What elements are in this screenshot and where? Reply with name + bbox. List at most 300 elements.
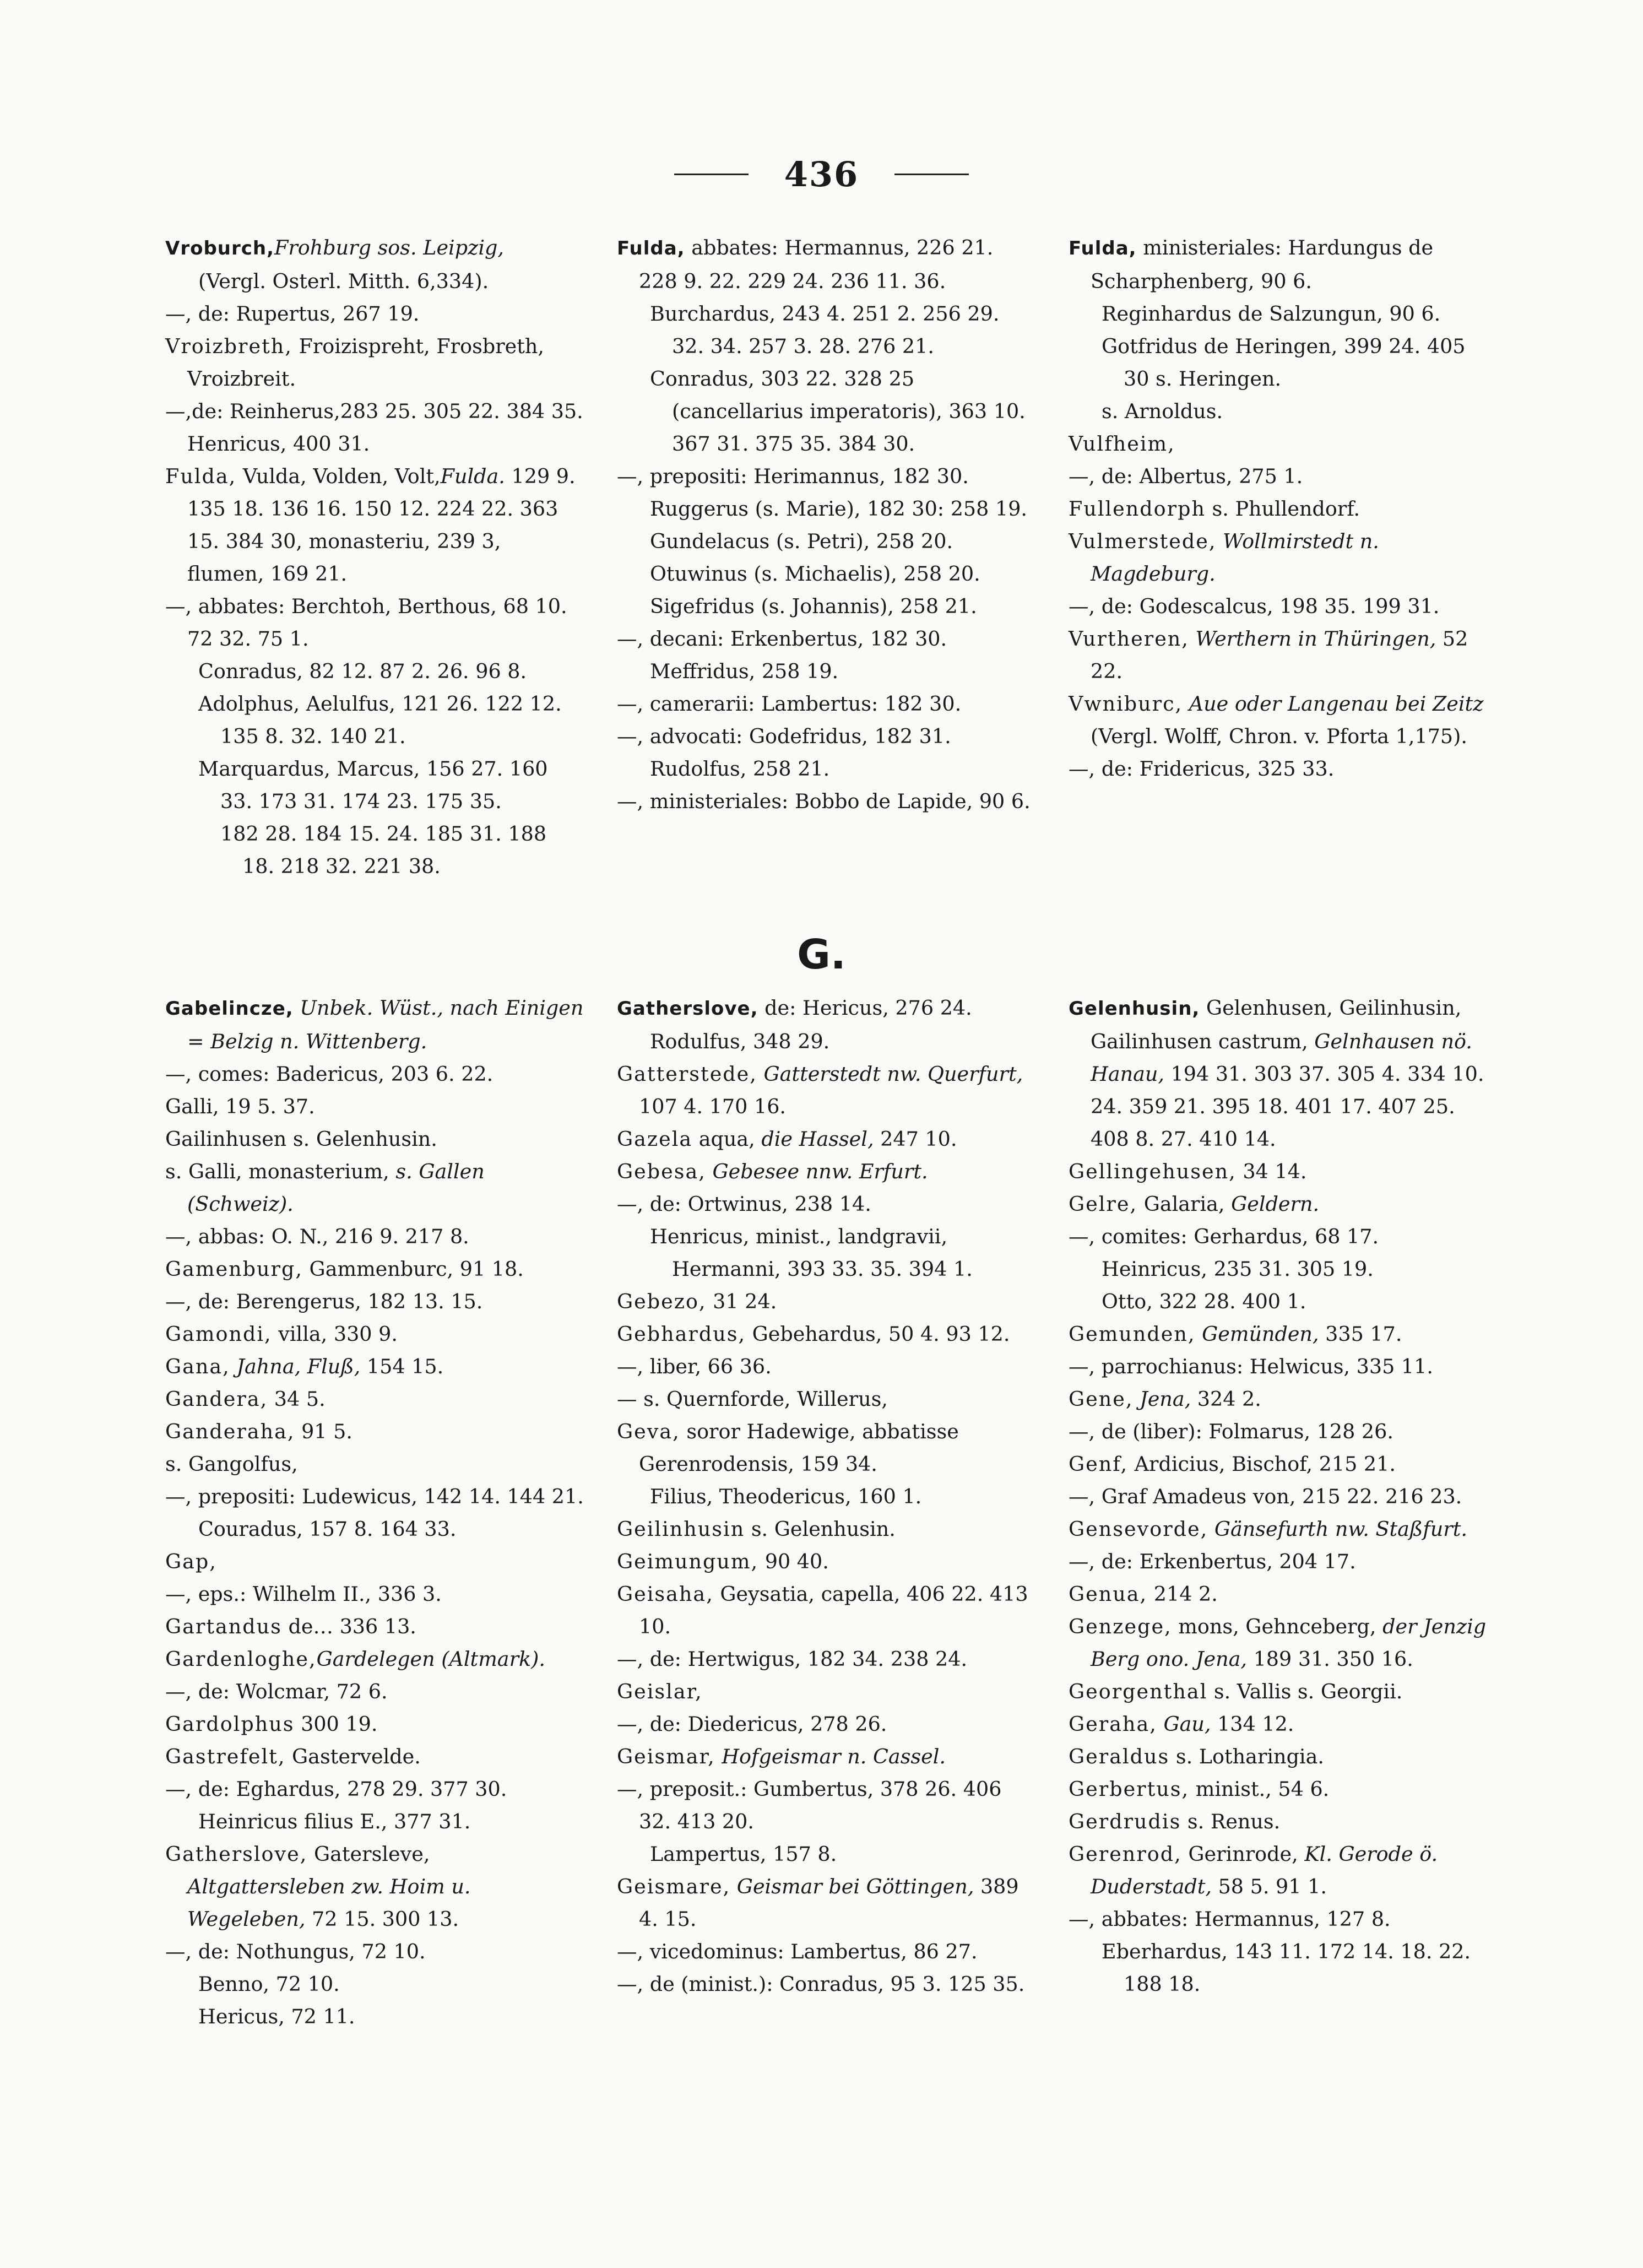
- entry-text: Gatersleve,: [307, 1842, 430, 1866]
- entry-headword: Fulda,: [1069, 237, 1137, 259]
- index-entry: [617, 492, 1035, 525]
- entry-headword: Gerbertus,: [1069, 1777, 1190, 1801]
- entry-place-note: Hofgeismar n. Cassel.: [722, 1745, 946, 1768]
- index-entry: [617, 460, 1035, 492]
- entry-headword: Geraha,: [1069, 1712, 1157, 1736]
- entry-text: 129 9. 135 18. 136 16. 150 12. 224 22. 363 15. 384 30, monasteriu, 239 3, flumen, 169 21.: [187, 464, 576, 586]
- index-entry: [165, 1350, 584, 1383]
- index-entry: [165, 1838, 584, 1935]
- entry-text: [1133, 1387, 1140, 1411]
- entry-headword: Gensevorde,: [1069, 1517, 1208, 1541]
- index-entry: [1069, 395, 1487, 427]
- entry-text: s. Vallis s. Georgii.: [1207, 1680, 1403, 1703]
- index-column: [1069, 992, 1487, 2033]
- entry-text: Ruggerus (s. Marie), 182 30: 258 19.: [650, 497, 1028, 521]
- index-entry: [617, 1578, 1035, 1643]
- index-entry: [165, 1610, 584, 1643]
- index-entry: [1069, 1903, 1487, 1935]
- entry-text: 91 5.: [295, 1420, 353, 1443]
- entry-text: —, comites: Gerhardus, 68 17.: [1069, 1225, 1379, 1248]
- index-entry: [165, 818, 584, 883]
- index-entry: [1069, 1805, 1487, 1838]
- entry-headword: Gelre,: [1069, 1192, 1138, 1216]
- entry-place-note: Gardelegen (Altmark).: [316, 1647, 545, 1671]
- index-entry: [617, 1285, 1035, 1318]
- index-entry: [165, 1968, 584, 2000]
- entry-text: —, ministeriales: Bobbo de Lapide, 90 6.: [617, 789, 1031, 813]
- index-entry: [1069, 1513, 1487, 1545]
- index-entry: [1069, 1708, 1487, 1740]
- entry-headword: Gastrefelt,: [165, 1745, 286, 1768]
- entry-text: 72 15. 300 13.: [305, 1907, 459, 1931]
- index-column: [165, 992, 584, 2033]
- entry-headword: Vulmerstede,: [1069, 529, 1217, 553]
- entry-headword: Gebhardus,: [617, 1322, 746, 1346]
- entry-headword: Georgenthal: [1069, 1680, 1208, 1703]
- entry-headword: Vulfheim,: [1069, 432, 1175, 456]
- entry-text: [1208, 1517, 1214, 1541]
- index-entry: [1069, 1935, 1487, 2000]
- index-entry: [617, 1643, 1035, 1675]
- entry-text: Benno, 72 10.: [198, 1972, 340, 1996]
- entry-text: —, de: Berengerus, 182 13. 15.: [165, 1290, 483, 1313]
- entry-text: Lampertus, 157 8.: [650, 1842, 837, 1866]
- index-entry: [1069, 1155, 1487, 1188]
- entry-headword: Genf,: [1069, 1452, 1129, 1476]
- index-entry: [1069, 1188, 1487, 1220]
- index-entry: [617, 297, 1035, 362]
- page-number: 436: [784, 154, 859, 194]
- entry-text: 134 12.: [1211, 1712, 1294, 1736]
- index-column: [617, 992, 1035, 2033]
- entry-text: 324 2.: [1191, 1387, 1261, 1411]
- index-entry: [1069, 330, 1487, 395]
- entry-text: 194 31. 303 37. 305 4. 334 10. 24. 359 21. 395 18. 401 17. 407 25. 408 8. 27. 410 14.: [1091, 1062, 1484, 1151]
- entry-text: 58 5. 91 1.: [1211, 1875, 1327, 1898]
- index-entry: [617, 623, 1035, 655]
- index-entry: [1069, 1578, 1487, 1610]
- entry-text: —, abbas: O. N., 216 9. 217 8.: [165, 1225, 469, 1248]
- entry-text: —, de: Fridericus, 325 33.: [1069, 757, 1335, 781]
- entry-text: Eberhardus, 143 11. 172 14. 18. 22. 188 18.: [1102, 1940, 1471, 1996]
- entry-headword: Gemunden,: [1069, 1322, 1196, 1346]
- entry-text: —, Graf Amadeus von, 215 22. 216 23.: [1069, 1485, 1462, 1508]
- index-entry: [617, 655, 1035, 688]
- entry-text: [706, 1160, 713, 1183]
- index-entry: [617, 557, 1035, 590]
- entry-place-note: Gänsefurth nw. Staßfurt.: [1214, 1517, 1468, 1541]
- entry-text: 154 15.: [360, 1355, 444, 1378]
- index-entry: [165, 297, 584, 330]
- entry-text: Otuwinus (s. Michaelis), 258 20.: [650, 562, 980, 586]
- entry-headword: Ganderaha,: [165, 1420, 295, 1443]
- index-entry: [1069, 231, 1487, 297]
- index-entry: [617, 992, 1035, 1025]
- index-entry: [165, 590, 584, 655]
- entry-headword: Gana,: [165, 1355, 230, 1378]
- entry-text: —, de: Nothungus, 72 10.: [165, 1940, 426, 1963]
- index-entry: [617, 1058, 1035, 1123]
- entry-text: [294, 996, 300, 1020]
- entry-text: Gastervelde.: [285, 1745, 421, 1768]
- entry-text: —, de: Godescalcus, 198 35. 199 31.: [1069, 594, 1440, 618]
- entry-text: [1189, 627, 1196, 651]
- entry-text: — s. Quernforde, Willerus,: [617, 1387, 888, 1411]
- entry-headword: Gandera,: [165, 1387, 268, 1411]
- index-entry: [617, 1350, 1035, 1383]
- entry-text: —, de: Diedericus, 278 26.: [617, 1712, 887, 1736]
- entry-text: Gotfridus de Heringen, 399 24. 405 30 s. Heringen.: [1102, 334, 1466, 391]
- entry-headword: Fullendorph: [1069, 497, 1206, 521]
- index-entry: [165, 655, 584, 688]
- index-entry: [617, 1123, 1035, 1155]
- index-entry: [617, 1740, 1035, 1773]
- index-entry: [165, 231, 584, 265]
- entry-headword: Gamenburg,: [165, 1257, 303, 1281]
- index-entry: [617, 785, 1035, 818]
- entry-text: Marquardus, Marcus, 156 27. 160 33. 173 31. 174 23. 175 35.: [198, 757, 548, 813]
- entry-headword: Gatterstede,: [617, 1062, 757, 1086]
- entry-text: —, de (liber): Folmarus, 128 26.: [1069, 1420, 1393, 1443]
- index-entry: [1069, 688, 1487, 753]
- index-entry: [617, 1383, 1035, 1415]
- index-entry: [1069, 1773, 1487, 1805]
- index-entry: [1069, 1675, 1487, 1708]
- entry-text: Filius, Theodericus, 160 1.: [650, 1485, 922, 1508]
- entry-place-note: Gatterstedt nw. Querfurt,: [763, 1062, 1023, 1086]
- entry-text: [730, 1875, 737, 1898]
- entry-text: Burchardus, 243 4. 251 2. 256 29. 32. 34. 257 3. 28. 276 21.: [650, 302, 1000, 358]
- entry-text: Vulda, Volden, Volt,: [236, 464, 441, 488]
- entry-place-note: Jena,: [1140, 1387, 1191, 1411]
- index-entry: [1069, 1383, 1487, 1415]
- entry-text: s. Galli, monasterium,: [165, 1160, 396, 1183]
- entry-text: minist., 54 6.: [1189, 1777, 1330, 1801]
- entry-place-note: Gebesee nnw. Erfurt.: [712, 1160, 928, 1183]
- header-rule-right: [894, 174, 969, 175]
- index-entry: [165, 753, 584, 818]
- entry-headword: Fulda,: [617, 237, 685, 259]
- entry-headword: Genua,: [1069, 1582, 1148, 1606]
- entry-text: abbates: Hermannus, 226 21. 228 9. 22. 229 24. 236 11. 36.: [639, 236, 994, 293]
- index-entry: [165, 1220, 584, 1253]
- header-rule-left: [674, 174, 749, 175]
- entry-text: —, prepositi: Herimannus, 182 30.: [617, 464, 969, 488]
- index-entry: [617, 1480, 1035, 1513]
- entry-text: villa, 330 9.: [272, 1322, 398, 1346]
- index-entry: [1069, 1253, 1487, 1285]
- entry-text: [1195, 1322, 1202, 1346]
- entry-place-note: Aue oder Langenau bei Zeitz: [1189, 692, 1484, 716]
- entry-place-note: Geismar bei Göttingen,: [736, 1875, 974, 1898]
- entry-text: Gebehardus, 50 4. 93 12.: [746, 1322, 1010, 1346]
- entry-headword: Fulda,: [165, 464, 237, 488]
- index-entry: [617, 1935, 1035, 1968]
- index-entry: [165, 1708, 584, 1740]
- index-entry: [617, 1188, 1035, 1220]
- entry-text: (Vergl. Osterl. Mitth. 6,334).: [198, 269, 489, 293]
- index-entry: [1069, 460, 1487, 492]
- index-entry: [617, 1025, 1035, 1058]
- index-entry: [165, 1123, 584, 1155]
- entry-headword: Geva,: [617, 1420, 680, 1443]
- index-entry: [617, 1155, 1035, 1188]
- entry-text: Conradus, 82 12. 87 2. 26. 96 8.: [198, 659, 527, 683]
- index-entry: [1069, 1448, 1487, 1480]
- index-entry: [617, 1870, 1035, 1935]
- entry-headword: Vwniburc,: [1069, 692, 1183, 716]
- index-column: [1069, 231, 1487, 883]
- entry-text: Galaria,: [1137, 1192, 1232, 1216]
- entry-place-note: Jahna, Fluß,: [236, 1355, 361, 1378]
- entry-place-note: Gemünden,: [1202, 1322, 1319, 1346]
- index-column: [617, 231, 1035, 883]
- entry-text: 34 14.: [1236, 1160, 1307, 1183]
- entry-text: Henricus, minist., landgravii, Hermanni, 393 33. 35. 394 1.: [650, 1225, 973, 1281]
- entry-headword: Gelenhusin,: [1069, 998, 1200, 1020]
- entry-headword: Gamondi,: [165, 1322, 272, 1346]
- entry-text: 214 2.: [1147, 1582, 1218, 1606]
- index-entry: [165, 1448, 584, 1480]
- entry-text: —, decani: Erkenbertus, 182 30.: [617, 627, 947, 651]
- entry-headword: Geismare,: [617, 1875, 731, 1898]
- index-entry: [1069, 590, 1487, 623]
- index-entry: [165, 460, 584, 590]
- index-entry: [165, 1253, 584, 1285]
- entry-place-note: die Hassel,: [761, 1127, 874, 1151]
- index-entry: [1069, 297, 1487, 330]
- index-entry: [617, 1545, 1035, 1578]
- entry-place-note: Kl. Gerode ö. Duderstadt,: [1091, 1842, 1438, 1898]
- index-entry: [165, 688, 584, 753]
- entry-text: —, abbates: Hermannus, 127 8.: [1069, 1907, 1391, 1931]
- index-section-top: [165, 231, 1487, 883]
- index-entry: [617, 590, 1035, 623]
- entry-text: mons, Gehnceberg,: [1172, 1615, 1383, 1638]
- index-entry: [617, 1220, 1035, 1285]
- entry-place-note: Unbek. Wüst., nach Einigen = Belzig n. Wittenberg.: [187, 996, 584, 1053]
- entry-text: 335 17.: [1319, 1322, 1402, 1346]
- index-entry: [165, 265, 584, 297]
- index-entry: [165, 1090, 584, 1123]
- index-entry: [165, 1513, 584, 1545]
- entry-headword: Gebezo,: [617, 1290, 707, 1313]
- index-entry: [165, 395, 584, 460]
- index-entry: [165, 992, 584, 1058]
- entry-text: [1183, 692, 1189, 716]
- entry-headword: Vroizbreth,: [165, 334, 292, 358]
- entry-text: (Vergl. Wolff, Chron. v. Pforta 1,175).: [1091, 724, 1467, 748]
- index-entry: [617, 231, 1035, 297]
- entry-place-note: Wollmirstedt n. Magdeburg.: [1091, 529, 1379, 586]
- index-entry: [617, 362, 1035, 460]
- entry-place-note: s. Gallen (Schweiz).: [187, 1160, 485, 1216]
- entry-text: s. Phullendorf.: [1205, 497, 1360, 521]
- entry-text: —, eps.: Wilhelm II., 336 3.: [165, 1582, 442, 1606]
- index-entry: [1069, 623, 1487, 688]
- entry-text: 247 10.: [874, 1127, 957, 1151]
- entry-headword: Gap,: [165, 1550, 217, 1573]
- index-entry: [1069, 1285, 1487, 1318]
- entry-text: 31 24.: [706, 1290, 777, 1313]
- index-entry: [165, 1545, 584, 1578]
- entry-place-note: Fulda.: [440, 464, 505, 488]
- entry-headword: Genzege,: [1069, 1615, 1172, 1638]
- entry-headword: Vurtheren,: [1069, 627, 1189, 651]
- entry-text: Froizispreht, Frosbreth, Vroizbreit.: [187, 334, 545, 391]
- entry-text: 107 4. 170 16.: [639, 1095, 787, 1118]
- index-entry: [165, 1383, 584, 1415]
- entry-place-note: der Jenzig Berg ono. Jena,: [1091, 1615, 1487, 1671]
- entry-text: —, parrochianus: Helwicus, 335 11.: [1069, 1355, 1433, 1378]
- entry-text: —, de: Eghardus, 278 29. 377 30.: [165, 1777, 507, 1801]
- entry-text: —, comes: Badericus, 203 6. 22.: [165, 1062, 494, 1086]
- entry-place-note: Frohburg sos. Leipzig,: [274, 236, 504, 259]
- index-entry: [1069, 1415, 1487, 1448]
- index-entry: [1069, 1220, 1487, 1253]
- entry-text: [230, 1355, 237, 1378]
- entry-headword: Vroburch,: [165, 237, 275, 259]
- entry-text: 52 22.: [1091, 627, 1468, 683]
- entry-text: —, de: Ortwinus, 238 14.: [617, 1192, 871, 1216]
- entry-text: Gerinrode,: [1181, 1842, 1305, 1866]
- index-entry: [617, 525, 1035, 557]
- entry-text: soror Hadewige, abbatisse Gerenrodensis, 159 34.: [639, 1420, 959, 1476]
- index-entry: [1069, 525, 1487, 590]
- index-entry: [617, 753, 1035, 785]
- index-entry: [165, 1285, 584, 1318]
- index-entry: [617, 688, 1035, 720]
- index-column: [165, 231, 584, 883]
- entry-text: Galli, 19 5. 37.: [165, 1095, 315, 1118]
- entry-headword: Geilinhusin: [617, 1517, 745, 1541]
- entry-text: —, de: Erkenbertus, 204 17.: [1069, 1550, 1356, 1573]
- entry-headword: Geimungum,: [617, 1550, 759, 1573]
- entry-text: —, vicedominus: Lambertus, 86 27.: [617, 1940, 978, 1963]
- index-entry: [1069, 1318, 1487, 1350]
- index-entry: [165, 330, 584, 395]
- entry-text: s. Lotharingia.: [1169, 1745, 1324, 1768]
- entry-text: s. Gangolfus,: [165, 1452, 298, 1476]
- index-entry: [1069, 492, 1487, 525]
- entry-text: s. Arnoldus.: [1102, 399, 1223, 423]
- entry-text: —, de (minist.): Conradus, 95 3. 125 35.: [617, 1972, 1025, 1996]
- index-entry: [165, 1578, 584, 1610]
- entry-headword: Gene,: [1069, 1387, 1134, 1411]
- entry-text: Gundelacus (s. Petri), 258 20.: [650, 529, 953, 553]
- index-entry: [165, 1675, 584, 1708]
- entry-headword: Gatherslove,: [617, 998, 758, 1020]
- entry-text: ministeriales: Hardungus de Scharphenberg, 90 6.: [1091, 236, 1434, 293]
- entry-text: Rudolfus, 258 21.: [650, 757, 830, 781]
- index-entry: [617, 1968, 1035, 2000]
- entry-place-note: Geldern.: [1231, 1192, 1320, 1216]
- entry-text: Sigefridus (s. Johannis), 258 21.: [650, 594, 977, 618]
- index-section-bottom: [165, 992, 1487, 2033]
- entry-text: de… 336 13.: [281, 1615, 416, 1638]
- entry-headword: Gabelincze,: [165, 998, 294, 1020]
- index-entry: [165, 2000, 584, 2033]
- index-entry: [165, 1415, 584, 1448]
- index-entry: [617, 1675, 1035, 1708]
- section-letter: G.: [797, 931, 846, 978]
- entry-headword: Geisaha,: [617, 1582, 714, 1606]
- index-entry: [1069, 1838, 1487, 1903]
- index-entry: [1069, 992, 1487, 1155]
- entry-text: Otto, 322 28. 400 1.: [1102, 1290, 1306, 1313]
- index-entry: [1069, 753, 1487, 785]
- index-entry: [165, 1643, 584, 1675]
- index-entry: [165, 1318, 584, 1350]
- index-entry: [165, 1773, 584, 1805]
- entry-text: 389 4. 15.: [639, 1875, 1019, 1931]
- entry-headword: Gardolphus: [165, 1712, 295, 1736]
- entry-text: Rodulfus, 348 29.: [650, 1030, 830, 1053]
- entry-text: Conradus, 303 22. 328 25 (cancellarius imperatoris), 363 10. 367 31. 375 35. 384 30.: [650, 367, 1026, 456]
- entry-headword: Gellingehusen,: [1069, 1160, 1237, 1183]
- entry-text: Gelenhusen, Geilinhusin, Gailinhusen castrum,: [1091, 996, 1462, 1053]
- entry-text: [1157, 1712, 1164, 1736]
- entry-text: —, de: Wolcmar, 72 6.: [165, 1680, 388, 1703]
- entry-headword: Gazela: [617, 1127, 693, 1151]
- entry-text: 182 28. 184 15. 24. 185 31. 188 18. 218 32. 221 38.: [220, 822, 547, 878]
- entry-text: —, camerarii: Lambertus: 182 30.: [617, 692, 962, 716]
- index-entry: [1069, 427, 1487, 460]
- entry-text: Hericus, 72 11.: [198, 2005, 355, 2028]
- index-entry: [165, 1155, 584, 1220]
- entry-text: —, de: Rupertus, 267 19.: [165, 302, 420, 326]
- entry-text: [757, 1062, 764, 1086]
- entry-text: Reginhardus de Salzungun, 90 6.: [1102, 302, 1441, 326]
- entry-place-note: Gelnhausen nö. Hanau,: [1091, 1030, 1472, 1086]
- index-entry: [617, 1773, 1035, 1838]
- index-entry: [165, 1740, 584, 1773]
- entry-text: Couradus, 157 8. 164 33.: [198, 1517, 457, 1541]
- entry-text: Ardicius, Bischof, 215 21.: [1128, 1452, 1396, 1476]
- index-entry: [165, 1058, 584, 1090]
- entry-text: Heinricus, 235 31. 305 19.: [1102, 1257, 1374, 1281]
- entry-text: 189 31. 350 16.: [1246, 1647, 1413, 1671]
- entry-text: Meffridus, 258 19.: [650, 659, 839, 683]
- entry-place-note: Altgattersleben zw. Hoim u. Wegeleben,: [187, 1875, 471, 1931]
- entry-text: —, prepositi: Ludewicus, 142 14. 144 21.: [165, 1485, 584, 1508]
- entry-text: Gammenburc, 91 18.: [302, 1257, 524, 1281]
- entry-text: —, advocati: Godefridus, 182 31.: [617, 724, 951, 748]
- entry-text: s. Renus.: [1181, 1810, 1281, 1833]
- index-entry: [165, 1935, 584, 1968]
- entry-text: —, de: Hertwigus, 182 34. 238 24.: [617, 1647, 968, 1671]
- index-entry: [617, 1318, 1035, 1350]
- entry-text: de: Hericus, 276 24.: [758, 996, 972, 1020]
- entry-headword: Gebesa,: [617, 1160, 706, 1183]
- entry-text: 90 40.: [758, 1550, 829, 1573]
- entry-place-note: Werthern in Thüringen,: [1195, 627, 1436, 651]
- entry-headword: Gartandus: [165, 1615, 282, 1638]
- entry-headword: Gardenloghe,: [165, 1647, 317, 1671]
- index-entry: [165, 1805, 584, 1838]
- index-entry: [1069, 1480, 1487, 1513]
- entry-text: Geysatia, capella, 406 22. 413 10.: [639, 1582, 1028, 1638]
- entry-text: —, preposit.: Gumbertus, 378 26. 406 32. 413 20.: [617, 1777, 1002, 1833]
- index-entry: [1069, 1350, 1487, 1383]
- page-header: [0, 154, 1643, 194]
- entry-text: [1216, 529, 1223, 553]
- entry-headword: Gerdrudis: [1069, 1810, 1181, 1833]
- entry-text: [715, 1745, 722, 1768]
- entry-text: aqua,: [692, 1127, 762, 1151]
- entry-text: 300 19.: [294, 1712, 378, 1736]
- entry-text: Adolphus, Aelulfus, 121 26. 122 12. 135 8. 32. 140 21.: [198, 692, 562, 748]
